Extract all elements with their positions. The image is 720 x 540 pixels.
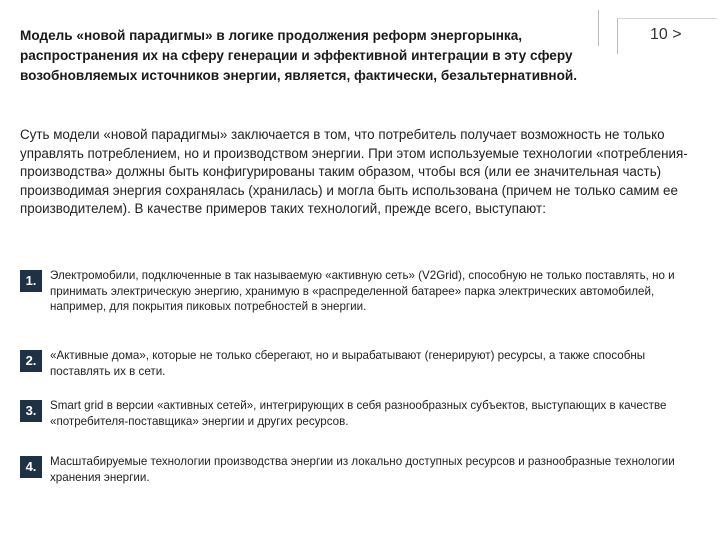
header-divider <box>598 10 599 46</box>
intro-paragraph: Суть модели «новой парадигмы» заключается в том, что потребитель получает возможность не только управлять потреблением, но и производством энергии. При этом используемые технологии «потребления-производства» должны быть конфигурированы таким образом, чтобы вся (или ее значительная часть) производимая энергия сохранялась (хранилась) и могла быть использована (причем не только самим ее производителем). В качестве примеров таких технологий, прежде всего, выступают: <box>20 127 688 216</box>
slide-title: Модель «новой парадигмы» в логике продолжения реформ энергорынка, распространения их на сферу генерации и эффективной интеграции в эту сферу возобновляемых источников энергии, является, фактически, безальтернативной. <box>20 28 578 83</box>
number-badge: 2. <box>20 350 42 372</box>
list-item-text: Smart grid в версии «активных сетей», интегрирующих в себя разнообразных субъектов, выступающих в качестве «потребителя-поставщика» энергии и других ресурсов. <box>50 399 667 428</box>
number-badge: 1. <box>20 270 42 292</box>
list-item-text: Электромобили, подключенные в так называемую «активную сеть» (V2Grid), способную не только поставлять, но и принимать электрическую энергию, хранимую в «распределенной батарее» парка электрических автомобилей, например, для покрытия пиковых потребностей в энергии. <box>50 269 675 313</box>
list-item-text: Масштабируемые технологии производства энергии из локально доступных ресурсов и разнообразные технологии хранения энергии. <box>50 455 675 484</box>
number-badge: 3. <box>20 400 42 422</box>
number-badge: 4. <box>20 456 42 478</box>
page-number[interactable]: 10 > <box>617 18 717 54</box>
list-item-text: «Активные дома», которые не только сберегают, но и вырабатывают (генерируют) ресурсы, а также способны поставлять их в сети. <box>50 349 646 378</box>
